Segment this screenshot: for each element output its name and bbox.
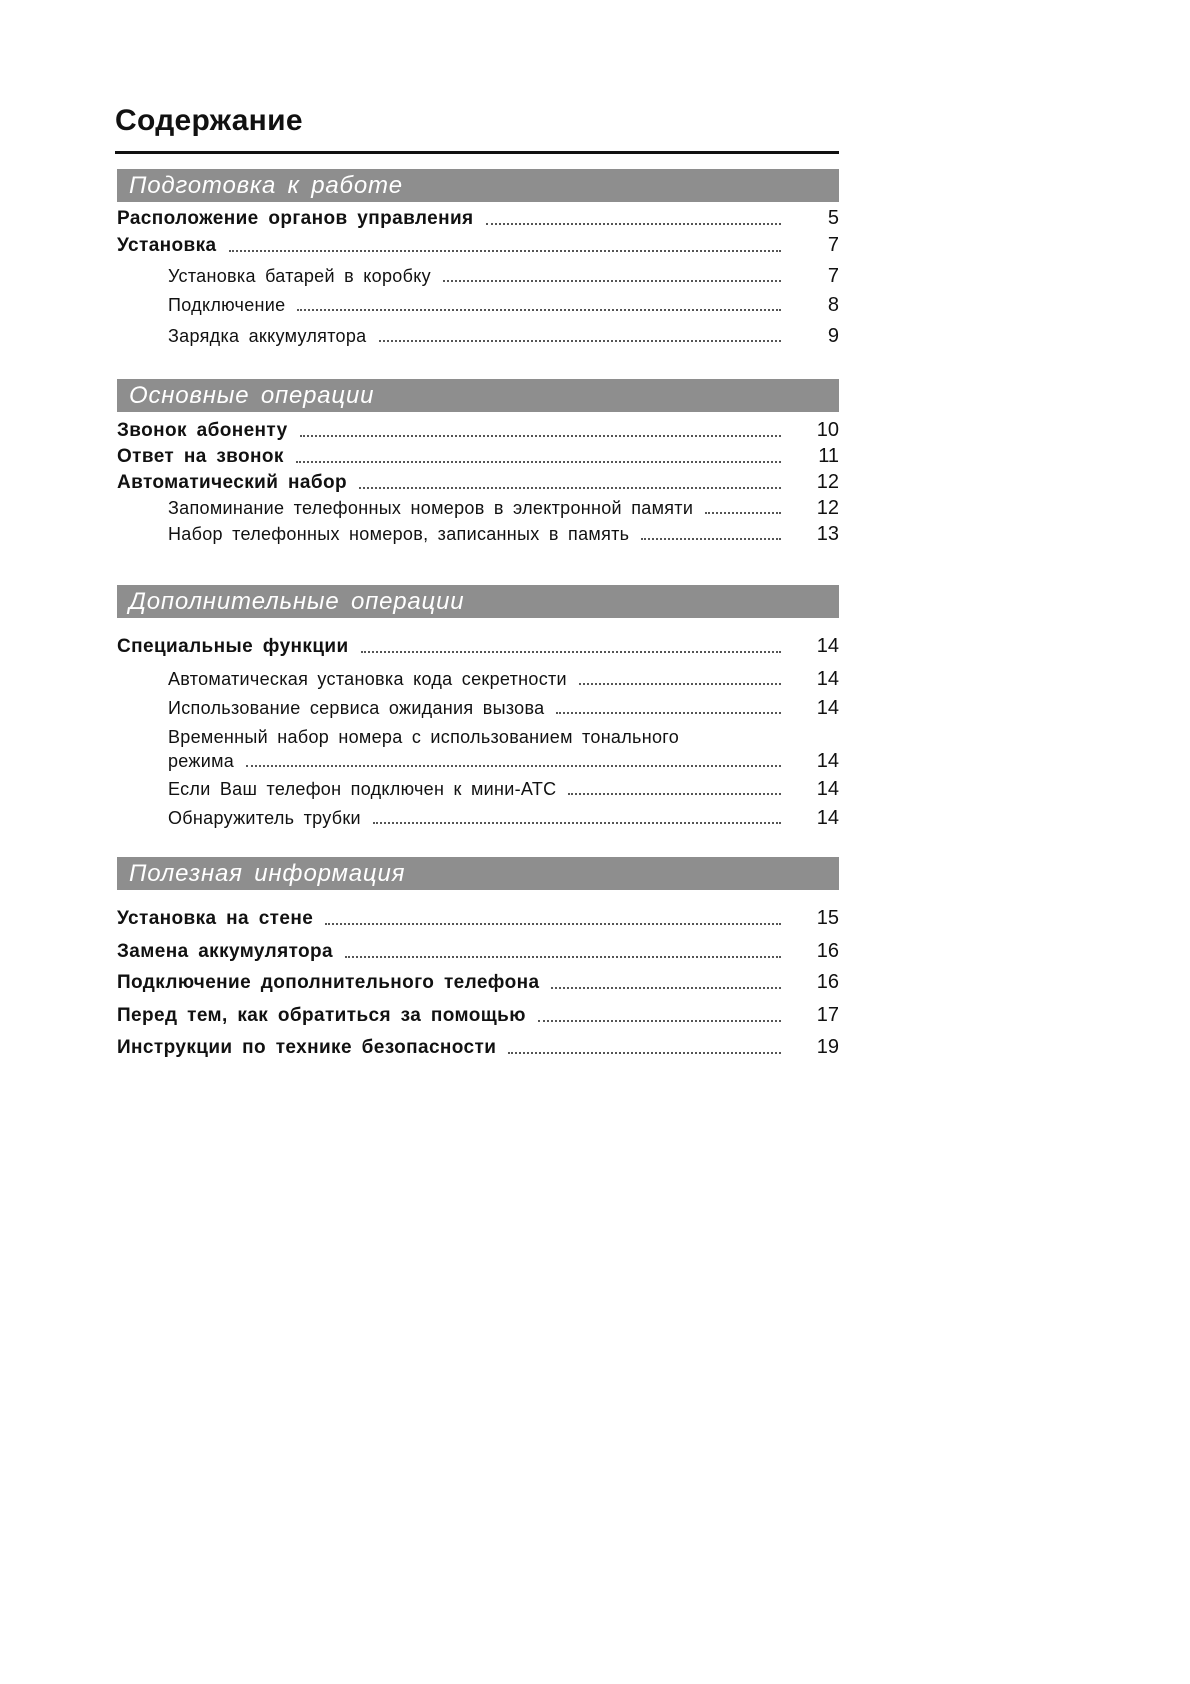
toc-entry-page: 14 bbox=[816, 778, 839, 800]
dot-leader bbox=[538, 1019, 781, 1022]
toc-subentry[interactable] bbox=[168, 293, 839, 317]
toc-entry-page: 10 bbox=[816, 419, 839, 441]
toc-entry-label: Установка на стене bbox=[117, 908, 314, 929]
title-divider bbox=[115, 151, 839, 154]
toc-entry-page: 11 bbox=[818, 445, 839, 467]
toc-entry[interactable] bbox=[117, 418, 839, 443]
toc-entry-label: Ответ на звонок bbox=[117, 446, 284, 467]
dot-leader bbox=[325, 922, 781, 925]
toc-entry-page: 16 bbox=[816, 971, 839, 993]
toc-entry-label: Автоматическая установка кода секретности bbox=[168, 669, 567, 689]
dot-leader bbox=[297, 308, 781, 311]
toc-entry-label: Расположение органов управления bbox=[117, 208, 474, 229]
toc-entry[interactable] bbox=[117, 233, 839, 258]
dot-leader bbox=[568, 792, 781, 795]
toc-entry-page: 12 bbox=[816, 471, 839, 493]
toc-entry-label: Замена аккумулятора bbox=[117, 941, 334, 962]
toc-entry[interactable] bbox=[117, 1003, 839, 1028]
toc-entry-label: Зарядка аккумулятора bbox=[168, 326, 367, 346]
dot-leader bbox=[300, 434, 781, 437]
toc-subentry[interactable] bbox=[168, 696, 839, 720]
toc-entry-page: 14 bbox=[816, 750, 839, 772]
dot-leader bbox=[345, 955, 781, 958]
toc-subentry[interactable] bbox=[168, 725, 839, 773]
section-heading: Основные операции bbox=[117, 379, 839, 412]
dot-leader bbox=[486, 222, 781, 225]
toc-subentry[interactable] bbox=[168, 264, 839, 288]
toc-entry-page: 14 bbox=[816, 697, 839, 719]
toc-entry[interactable] bbox=[117, 1035, 839, 1060]
toc-entry-label: Инструкции по технике безопасности bbox=[117, 1037, 497, 1058]
toc-entry[interactable] bbox=[117, 906, 839, 931]
dot-leader bbox=[508, 1051, 781, 1054]
toc-entry-label: Запоминание телефонных номеров в электронной памяти bbox=[168, 498, 694, 518]
toc-entry-label: Звонок абоненту bbox=[117, 420, 288, 441]
toc-entry-label: Автоматический набор bbox=[117, 472, 347, 493]
toc-entry[interactable] bbox=[117, 634, 839, 659]
toc-entry[interactable] bbox=[117, 939, 839, 964]
toc-entry-page: 16 bbox=[816, 940, 839, 962]
toc-entry-page: 14 bbox=[816, 807, 839, 829]
toc-entry-label: Подключение bbox=[168, 295, 286, 315]
section-heading: Дополнительные операции bbox=[117, 585, 839, 618]
toc-entry-page: 5 bbox=[827, 207, 839, 229]
dot-leader bbox=[359, 486, 781, 489]
toc-entry[interactable] bbox=[117, 970, 839, 995]
toc-entry-label: Набор телефонных номеров, записанных в память bbox=[168, 524, 630, 544]
toc-subentry[interactable] bbox=[168, 806, 839, 830]
dot-leader bbox=[229, 249, 782, 252]
toc-subentry[interactable] bbox=[168, 522, 839, 546]
toc-subentry[interactable] bbox=[168, 777, 839, 801]
toc-entry-label: Перед тем, как обратиться за помощью bbox=[117, 1005, 526, 1026]
toc-entry-label: Временный набор номера с использованием тонального bbox=[168, 727, 680, 747]
toc-entry-page: 14 bbox=[816, 635, 839, 657]
toc-entry-page: 9 bbox=[827, 325, 839, 347]
toc-entry-label: Если Ваш телефон подключен к мини-АТС bbox=[168, 779, 557, 799]
dot-leader bbox=[296, 460, 781, 463]
toc-entry-page: 14 bbox=[816, 668, 839, 690]
toc-entry-label: Установка батарей в коробку bbox=[168, 266, 431, 286]
toc-entry[interactable] bbox=[117, 444, 839, 469]
dot-leader bbox=[361, 650, 781, 653]
dot-leader bbox=[246, 764, 781, 767]
toc-subentry[interactable] bbox=[168, 667, 839, 691]
toc-entry-label-continued: режима bbox=[168, 751, 235, 771]
toc-entry-page: 19 bbox=[816, 1036, 839, 1058]
toc-entry-page: 8 bbox=[827, 294, 839, 316]
dot-leader bbox=[373, 821, 781, 824]
toc-entry-page: 7 bbox=[827, 265, 839, 287]
dot-leader bbox=[556, 711, 781, 714]
toc-entry-label: Установка bbox=[117, 235, 217, 256]
toc-entry-label: Использование сервиса ожидания вызова bbox=[168, 698, 545, 718]
toc-entry[interactable] bbox=[117, 470, 839, 495]
section-heading: Подготовка к работе bbox=[117, 169, 839, 202]
toc-subentry[interactable] bbox=[168, 324, 839, 348]
dot-leader bbox=[443, 279, 781, 282]
dot-leader bbox=[641, 537, 781, 540]
toc-entry-label: Обнаружитель трубки bbox=[168, 808, 361, 828]
toc-entry-page: 17 bbox=[816, 1004, 839, 1026]
toc-entry-page: 12 bbox=[816, 497, 839, 519]
toc-entry-page: 15 bbox=[816, 907, 839, 929]
dot-leader bbox=[579, 682, 781, 685]
toc-entry-page: 7 bbox=[827, 234, 839, 256]
toc-entry-label: Подключение дополнительного телефона bbox=[117, 972, 540, 993]
toc-entry[interactable] bbox=[117, 206, 839, 231]
toc-entry-label: Специальные функции bbox=[117, 636, 349, 657]
page-title: Содержание bbox=[115, 104, 303, 137]
dot-leader bbox=[705, 511, 781, 514]
dot-leader bbox=[551, 986, 781, 989]
toc-entry-page: 13 bbox=[816, 523, 839, 545]
section-heading: Полезная информация bbox=[117, 857, 839, 890]
dot-leader bbox=[379, 339, 782, 342]
toc-subentry[interactable] bbox=[168, 496, 839, 520]
